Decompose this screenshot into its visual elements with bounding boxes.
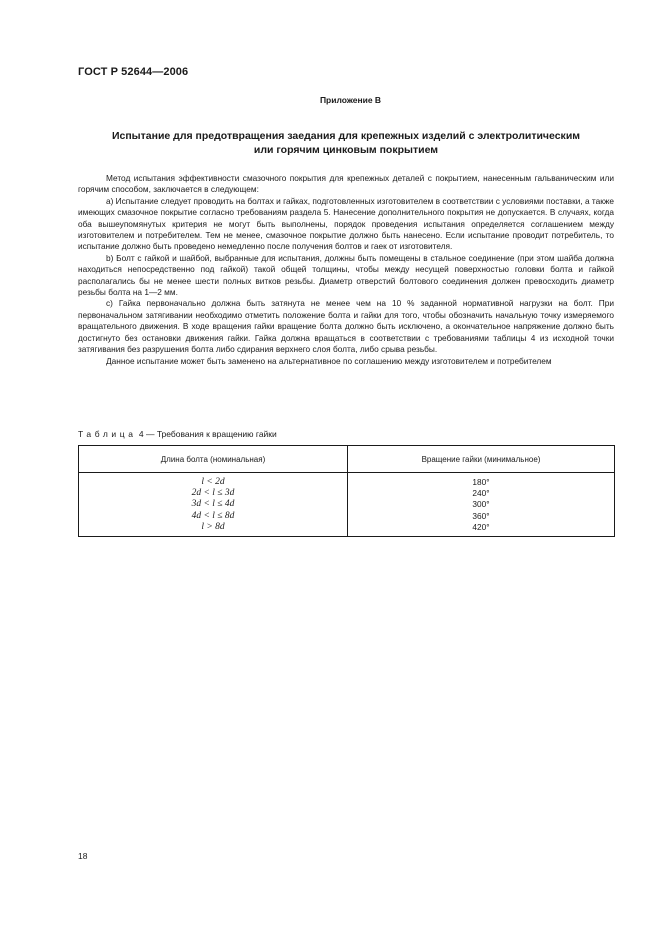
table-row bbox=[79, 473, 615, 537]
paragraph-final: Данное испытание может быть заменено на альтернативное по соглашению между изготовителем и потребителем bbox=[106, 355, 552, 366]
header-nut-rotation: Вращение гайки (минимальное) bbox=[348, 446, 615, 473]
nut-rotation-column bbox=[348, 473, 615, 537]
bolt-length-cell: 2d < l ≤ 3d bbox=[191, 488, 235, 499]
body-text bbox=[78, 173, 614, 367]
table-caption-text: 4 — Требования к вращению гайки bbox=[136, 429, 277, 439]
nut-rotation-cell: 300° bbox=[472, 499, 490, 510]
paragraph-b: b) Болт с гайкой и шайбой, выбранные для испытания, должны быть помещены в стальное соединение (при этом шайба должна находиться непосредственно под гайкой) такой общей толщины, чтобы между несущей поверхностью головки болта и гайкой располагались бы не менее шести полных витков резьбы. Диаметр отверстий болтового соединения должен превосходить диаметр резьбы болта на 1—2 мм. bbox=[78, 252, 614, 298]
nut-rotation-cell: 180° bbox=[472, 477, 490, 487]
nut-rotation-cell: 420° bbox=[472, 521, 490, 532]
title-line-2: или горячим цинковым покрытием bbox=[253, 144, 439, 156]
nut-rotation-table bbox=[78, 445, 615, 537]
paragraph-c: c) Гайка первоначально должна быть затянута не менее чем на 10 % заданной нормативной нагрузки на болт. При первоначальном затягивании необходимо отметить положение болта и гайки для того, чтобы обозначить начальную точку измеряемого вращательного движения. В ходе вращения гайки вращение болта должно быть исключено, а окончательное напряжение должно быть достигнуто без остановки движения гайки. Гайка должна вращаться в соответствии с требованиями таблицы 4 из исходной точки затягивания без разрушения болта либо сдирания верхнего слоя болта, либо срыва резьбы. bbox=[78, 298, 614, 355]
nut-rotation-cell: 240° bbox=[472, 488, 490, 499]
table-caption-prefix: Таблица bbox=[78, 429, 137, 439]
nut-rotation-cell: 360° bbox=[472, 510, 490, 521]
table-header-row bbox=[79, 446, 615, 473]
bolt-length-cell: l > 8d bbox=[201, 521, 225, 532]
appendix-title bbox=[78, 129, 614, 157]
bolt-length-column bbox=[79, 473, 348, 537]
paragraph-a: a) Испытание следует проводить на болтах и гайках, подготовленных изготовителем в соответствии с условиями поставки, а также имеющих смазочное покрытие согласно требованиям раздела 5. Нанесение дополнительного покрытия не допускается. В случаях, когда оба вышеупомянутых критерия не могут быть выполнены, порядок проведения испытания определяется соглашением между изготовителем и потребителем. Тем не менее, смазочное покрытие должно быть нанесено. Если испытание проводит потребитель, то испытание должно быть проведено немедленно после получения болтов и гаек от изготовителя. bbox=[78, 195, 614, 252]
table-caption bbox=[78, 429, 277, 439]
bolt-length-cell: l < 2d bbox=[201, 477, 225, 487]
standard-header: ГОСТ Р 52644—2006 bbox=[78, 66, 189, 78]
paragraph-intro: Метод испытания эффективности смазочного покрытия для крепежных деталей с покрытием, нанесенным гальваническим или горячим способом, заключается в следующем: bbox=[78, 173, 614, 195]
header-bolt-length: Длина болта (номинальная) bbox=[79, 446, 348, 473]
bolt-length-cell: 4d < l ≤ 8d bbox=[191, 510, 235, 521]
bolt-length-cell: 3d < l ≤ 4d bbox=[191, 499, 235, 510]
appendix-label: Приложение В bbox=[319, 95, 382, 105]
page-number: 18 bbox=[78, 851, 88, 861]
title-line-1: Испытание для предотвращения заедания для крепежных изделий с электролитическим bbox=[111, 130, 581, 142]
